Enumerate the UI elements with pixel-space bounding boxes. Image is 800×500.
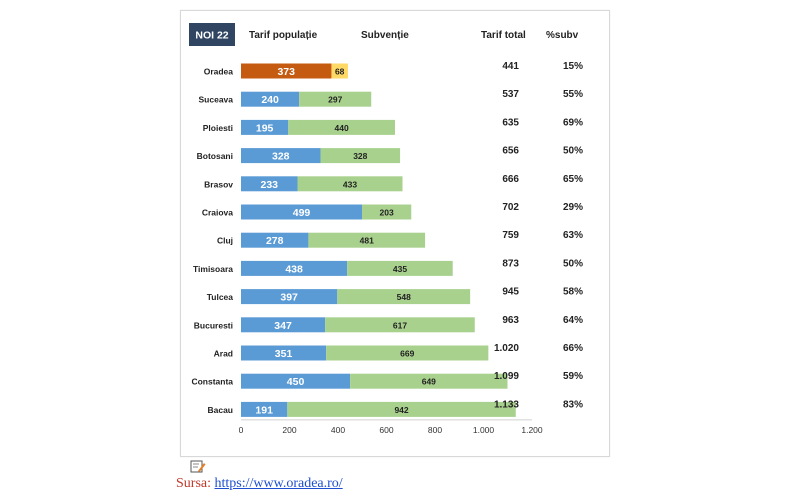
data-label-tarif-populatie: 450 <box>286 376 305 389</box>
data-label-tarif-populatie: 191 <box>255 404 273 417</box>
pct-subv-value: 58% <box>562 286 583 298</box>
data-label-subventie: 440 <box>334 122 349 133</box>
total-value: 1.133 <box>493 399 519 411</box>
x-tick-label: 400 <box>330 424 346 435</box>
stacked-bar-chart <box>181 11 609 456</box>
data-label-subventie: 297 <box>328 94 343 105</box>
category-label: Botosani <box>196 151 233 162</box>
header-subventie: Subvenție <box>361 30 409 41</box>
category-label: Arad <box>213 348 233 359</box>
source-line <box>176 476 343 492</box>
data-label-subventie: 68 <box>334 66 345 77</box>
total-value: 1.020 <box>493 343 519 354</box>
data-label-subventie: 433 <box>342 179 358 190</box>
pct-subv-value: 15% <box>562 61 583 72</box>
total-value: 441 <box>502 61 519 72</box>
total-value: 963 <box>502 314 519 326</box>
data-label-subventie: 435 <box>392 263 408 274</box>
data-label-subventie: 669 <box>400 348 415 359</box>
x-tick-label: 0 <box>238 424 244 435</box>
total-value: 666 <box>502 173 519 185</box>
x-tick-label: 1.200 <box>521 424 543 435</box>
chart-panel <box>180 10 610 457</box>
data-label-subventie: 203 <box>379 207 394 218</box>
source-link[interactable]: https://www.oradea.ro/ <box>214 476 343 491</box>
pct-subv-value: 65% <box>562 173 583 185</box>
x-tick-label: 1.000 <box>472 424 495 435</box>
data-label-subventie: 328 <box>353 151 368 162</box>
pct-subv-value: 50% <box>562 145 583 157</box>
pct-subv-value: 29% <box>562 202 583 213</box>
data-label-subventie: 649 <box>421 376 436 387</box>
x-tick-label: 600 <box>379 424 394 435</box>
category-label: Cluj <box>216 235 233 246</box>
category-label: Ploiesti <box>202 122 233 133</box>
category-label: Bacau <box>207 404 233 415</box>
total-value: 1.099 <box>493 371 519 383</box>
category-label: Tulcea <box>206 292 233 303</box>
total-value: 635 <box>502 117 519 129</box>
total-value: 873 <box>502 258 519 270</box>
data-label-tarif-populatie: 351 <box>274 348 293 360</box>
data-label-subventie: 942 <box>394 404 409 415</box>
total-value: 759 <box>502 230 519 242</box>
total-value: 945 <box>502 286 519 298</box>
pct-subv-value: 64% <box>562 314 583 326</box>
pct-subv-value: 69% <box>562 117 583 129</box>
category-label: Constanta <box>191 376 233 387</box>
category-label: Timisoara <box>192 263 233 274</box>
total-value: 702 <box>502 202 519 213</box>
category-label: Craiova <box>201 207 233 218</box>
source-label: Sursa: <box>176 476 211 491</box>
data-label-tarif-populatie: 195 <box>255 122 274 135</box>
pct-subv-value: 66% <box>562 343 583 354</box>
edit-note-icon <box>190 460 206 473</box>
pct-subv-value: 50% <box>562 258 583 270</box>
data-label-subventie: 617 <box>392 320 408 331</box>
data-label-tarif-populatie: 347 <box>274 319 292 332</box>
x-tick-label: 800 <box>427 424 443 435</box>
chart-title: NOI 22 <box>195 29 229 42</box>
pct-subv-value: 83% <box>562 399 583 411</box>
header-pct-subv: %subv <box>546 30 579 41</box>
header-tarif-populatie: Tarif populație <box>249 30 318 41</box>
total-value: 537 <box>502 89 519 101</box>
data-label-tarif-populatie: 438 <box>285 263 303 276</box>
data-label-subventie: 481 <box>359 235 374 246</box>
pct-subv-value: 59% <box>562 371 583 383</box>
data-label-tarif-populatie: 233 <box>260 178 279 191</box>
data-label-tarif-populatie: 278 <box>265 235 284 248</box>
total-value: 656 <box>502 145 519 157</box>
pct-subv-value: 63% <box>562 230 583 242</box>
data-label-tarif-populatie: 328 <box>272 150 290 163</box>
pct-subv-value: 55% <box>562 89 583 101</box>
header-tarif-total: Tarif total <box>481 30 526 41</box>
category-label: Oradea <box>203 66 233 77</box>
data-label-tarif-populatie: 240 <box>261 94 279 107</box>
category-label: Suceava <box>198 94 233 105</box>
category-label: Brasov <box>204 179 233 190</box>
data-label-tarif-populatie: 397 <box>280 291 298 304</box>
x-tick-label: 200 <box>282 424 297 435</box>
data-label-tarif-populatie: 373 <box>277 66 295 78</box>
category-label: Bucuresti <box>193 320 233 331</box>
data-label-subventie: 548 <box>396 292 411 303</box>
data-label-tarif-populatie: 499 <box>292 207 311 219</box>
